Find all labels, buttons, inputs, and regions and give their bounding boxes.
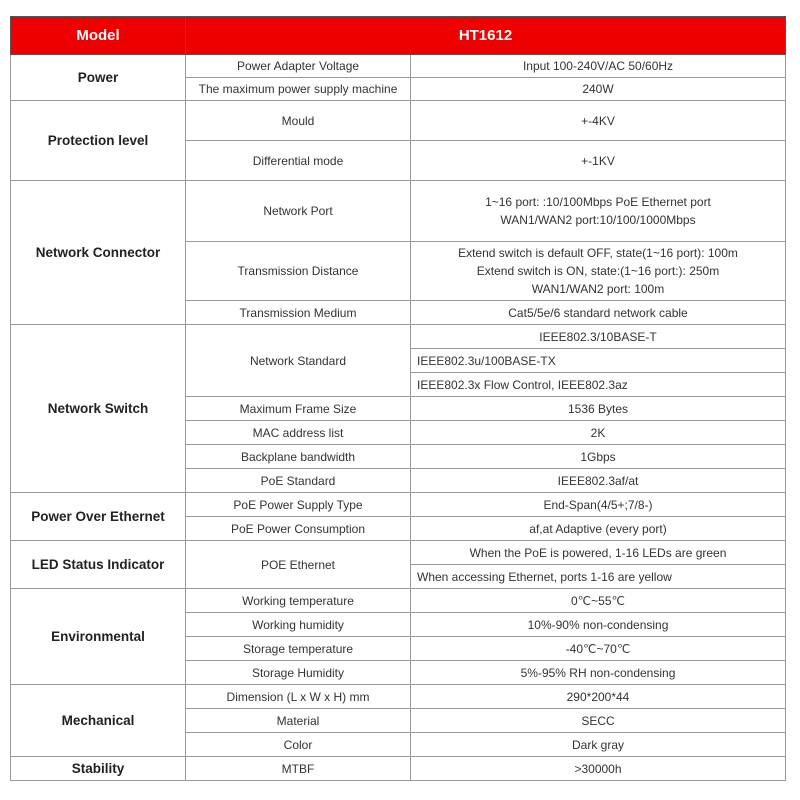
table-row [11,757,786,781]
value-cell: SECC [411,709,786,733]
category-led-status-indicator: LED Status Indicator [11,541,186,589]
category-protection-level: Protection level [11,101,186,181]
category-network-connector: Network Connector [11,181,186,325]
value-cell: Cat5/5e/6 standard network cable [411,301,786,325]
value-cell: 10%-90% non-condensing [411,613,786,637]
value-cell: IEEE802.3af/at [411,469,786,493]
param-cell: Transmission Distance [186,242,411,301]
category-power: Power [11,55,186,101]
value-cell: 1Gbps [411,445,786,469]
param-cell: MTBF [186,757,411,781]
param-cell: Storage Humidity [186,661,411,685]
value-cell: When accessing Ethernet, ports 1-16 are yellow [411,565,786,589]
param-cell: MAC address list [186,421,411,445]
value-cell: 240W [411,78,786,101]
value-line: WAN1/WAN2 port: 100m [531,282,665,296]
param-cell: Power Adapter Voltage [186,55,411,78]
table-row [11,55,786,78]
value-line: Extend switch is ON, state:(1~16 port:): 250m [476,264,720,278]
param-cell: PoE Power Consumption [186,517,411,541]
category-stability: Stability [11,757,186,781]
value-cell: IEEE802.3/10BASE-T [411,325,786,349]
table-row [11,589,786,613]
value-cell: 2K [411,421,786,445]
table-row [11,101,786,141]
value-cell [411,181,786,242]
value-cell: End-Span(4/5+;7/8-) [411,493,786,517]
param-cell: Dimension (L x W x H) mm [186,685,411,709]
category-network-switch: Network Switch [11,325,186,493]
param-cell: Maximum Frame Size [186,397,411,421]
category-power-over-ethernet: Power Over Ethernet [11,493,186,541]
model-value: HT1612 [186,17,786,55]
table-row [11,325,786,349]
spec-table [10,16,786,781]
value-cell: 1536 Bytes [411,397,786,421]
param-cell: Network Standard [186,325,411,397]
value-cell: 0℃~55℃ [411,589,786,613]
param-cell: Mould [186,101,411,141]
value-cell: IEEE802.3u/100BASE-TX [411,349,786,373]
param-cell: Working temperature [186,589,411,613]
param-cell: Differential mode [186,141,411,181]
param-cell: POE Ethernet [186,541,411,589]
value-cell: Input 100-240V/AC 50/60Hz [411,55,786,78]
model-label: Model [11,17,186,55]
value-cell [411,242,786,301]
value-cell: +-1KV [411,141,786,181]
param-cell: The maximum power supply machine [186,78,411,101]
param-cell: PoE Power Supply Type [186,493,411,517]
value-cell: -40℃~70℃ [411,637,786,661]
param-cell: Transmission Medium [186,301,411,325]
category-mechanical: Mechanical [11,685,186,757]
value-line: WAN1/WAN2 port:10/100/1000Mbps [500,213,696,227]
param-cell: Backplane bandwidth [186,445,411,469]
value-cell: 5%-95% RH non-condensing [411,661,786,685]
header-row [11,17,786,55]
value-line: 1~16 port: :10/100Mbps PoE Ethernet port [485,195,711,209]
value-cell: When the PoE is powered, 1-16 LEDs are green [411,541,786,565]
value-cell: +-4KV [411,101,786,141]
table-row [11,181,786,242]
category-environmental: Environmental [11,589,186,685]
value-cell: Dark gray [411,733,786,757]
table-row [11,541,786,565]
value-cell: IEEE802.3x Flow Control, IEEE802.3az [411,373,786,397]
value-line: Extend switch is default OFF, state(1~16 port): 100m [458,246,738,260]
param-cell: PoE Standard [186,469,411,493]
table-row [11,685,786,709]
value-cell: af,at Adaptive (every port) [411,517,786,541]
param-cell: Network Port [186,181,411,242]
value-cell: 290*200*44 [411,685,786,709]
param-cell: Material [186,709,411,733]
param-cell: Working humidity [186,613,411,637]
value-cell: >30000h [411,757,786,781]
table-row [11,493,786,517]
param-cell: Storage temperature [186,637,411,661]
param-cell: Color [186,733,411,757]
